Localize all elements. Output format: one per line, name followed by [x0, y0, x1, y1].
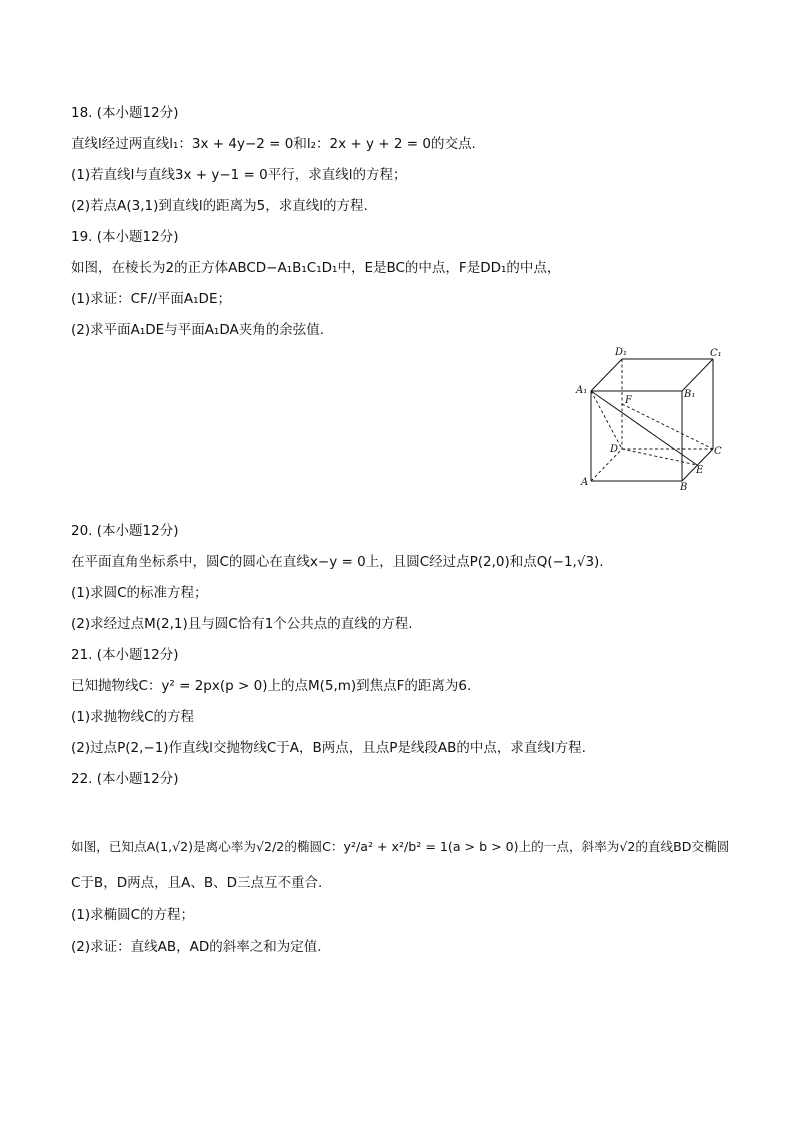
- label-A1: A₁: [576, 385, 588, 396]
- q22-stem-cont: C于B，D两点，且A、B、D三点互不重合.: [71, 875, 323, 891]
- label-D1: D₁: [615, 347, 628, 358]
- cube-figure: [574, 342, 724, 494]
- q21-part2: (2)过点P(2,−1)作直线l交抛物线C于A，B两点，且点P是线段AB的中点，求直线l方程.: [71, 740, 586, 756]
- label-B1: B₁: [684, 389, 696, 400]
- q20-header: 20. (本小题12分): [71, 523, 179, 539]
- q22-header: 22. (本小题12分): [71, 771, 179, 787]
- q18-stem: 直线l经过两直线l₁：3x + 4y−2 = 0和l₂：2x + y + 2 = 0的交点.: [71, 136, 476, 152]
- segment-A1D: [591, 391, 622, 449]
- edge-B1C1: [682, 359, 713, 391]
- label-C1: C₁: [710, 348, 722, 359]
- q20-part2: (2)求经过点M(2,1)且与圆C恰有1个公共点的直线的方程.: [71, 616, 413, 632]
- cube-diagram: [574, 342, 724, 494]
- q22-stem: 如图，已知点A(1,√2)是离心率为√2/2的椭圆C：y²/a² + x²/b² = 1(a > b > 0)上的一点，斜率为√2的直线BD交椭圆: [71, 839, 730, 854]
- label-A: A: [581, 477, 589, 488]
- q22-part2: (2)求证：直线AB，AD的斜率之和为定值.: [71, 939, 322, 955]
- edge-A1D1: [591, 359, 622, 391]
- q18-part2: (2)若点A(3,1)到直线l的距离为5，求直线l的方程.: [71, 198, 368, 214]
- q20-part1: (1)求圆C的标准方程；: [71, 585, 208, 601]
- label-C: C: [714, 446, 722, 457]
- segment-FC: [622, 404, 713, 449]
- q20-stem: 在平面直角坐标系中，圆C的圆心在直线x−y = 0上，且圆C经过点P(2,0)和点Q(−1,√3).: [71, 554, 604, 570]
- label-F: F: [625, 395, 632, 406]
- q22-part1: (1)求椭圆C的方程；: [71, 907, 195, 923]
- q19-stem: 如图，在棱长为2的正方体ABCD−A₁B₁C₁D₁中，E是BC的中点，F是DD₁的中点，: [71, 260, 561, 276]
- label-D: D: [610, 444, 619, 455]
- q19-part2: (2)求平面A₁DE与平面A₁DA夹角的余弦值.: [71, 322, 325, 338]
- q19-header: 19. (本小题12分): [71, 229, 179, 245]
- q21-stem: 已知抛物线C：y² = 2px(p > 0)上的点M(5,m)到焦点F的距离为6.: [71, 678, 472, 694]
- q19-part1: (1)求证：CF//平面A₁DE；: [71, 291, 231, 307]
- q18-part1: (1)若直线l与直线3x + y−1 = 0平行，求直线l的方程；: [71, 167, 407, 183]
- q21-part1: (1)求抛物线C的方程: [71, 709, 195, 725]
- q18-header: 18. (本小题12分): [71, 105, 179, 121]
- label-B: B: [680, 482, 688, 493]
- label-E: E: [696, 465, 704, 476]
- q21-header: 21. (本小题12分): [71, 647, 179, 663]
